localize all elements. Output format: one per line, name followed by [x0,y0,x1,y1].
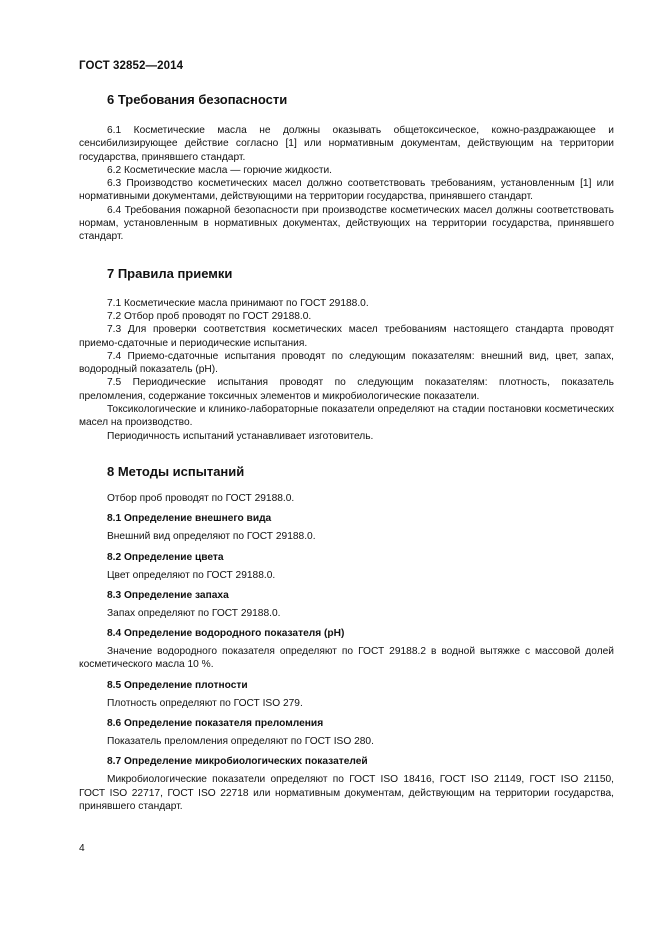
para-8-3: Запах определяют по ГОСТ 29188.0. [107,607,281,619]
subsection-8-6-heading: 8.6 Определение показателя преломления [107,718,324,730]
para-7-2: 7.2 Отбор проб проводят по ГОСТ 29188.0. [107,310,312,322]
para-7-periodicity: Периодичность испытаний устанавливает изготовитель. [107,430,374,442]
para-6-1: 6.1 Косметические масла не должны оказывать общетоксическое, кожно-раздражающее и сенсибилизирующее действие согласно [1] или нормативным документам, действующим на территории государства, принявшего стандарт. [79,125,614,163]
para-7-toxicology: Токсикологические и клинико-лабораторные показатели определяют на стадии постановки косметических масел на производство. [79,404,614,429]
subsection-8-7-heading: 8.7 Определение микробиологических показателей [107,756,368,768]
section-8-heading: 8 Методы испытаний [107,463,245,479]
para-7-1: 7.1 Косметические масла принимают по ГОСТ 29188.0. [107,297,369,309]
subsection-8-4-heading: 8.4 Определение водородного показателя (рН) [107,628,345,640]
section-6-heading: 6 Требования безопасности [107,92,288,107]
para-6-4: 6.4 Требования пожарной безопасности при производстве косметических масел должны соответствовать нормам, установленным в нормативных документах, действующих на территории государства, принявшего стандарт. [79,204,614,243]
para-6-2: 6.2 Косметические масла — горючие жидкости. [107,164,333,176]
subsection-8-2-heading: 8.2 Определение цвета [107,551,224,563]
para-8-2: Цвет определяют по ГОСТ 29188.0. [107,569,276,581]
subsection-8-5-heading: 8.5 Определение плотности [107,679,248,691]
section-7-heading: 7 Правила приемки [107,265,233,281]
para-7-3: 7.3 Для проверки соответствия косметических масел требованиям настоящего стандарта проводят приемо-сдаточные и периодические испытания. [79,324,614,349]
subsection-8-3-heading: 8.3 Определение запаха [107,589,229,601]
para-7-4: 7.4 Приемо-сдаточные испытания проводят по следующим показателям: внешний вид, цвет, запах, водородный показатель (рН). [79,350,614,376]
para-8-7: Микробиологические показатели определяют по ГОСТ ISO 18416, ГОСТ ISO 21149, ГОСТ ISO 21150, ГОСТ ISO 22717, ГОСТ ISO 22718 или нормативным документам, действующим на территории государства, принявшего стандарт. [79,774,614,812]
para-8-6: Показатель преломления определяют по ГОСТ ISO 280. [107,736,374,748]
document-code-header: ГОСТ 32852—2014 [79,60,184,72]
para-8-1: Внешний вид определяют по ГОСТ 29188.0. [107,531,316,543]
para-6-3: 6.3 Производство косметических масел должно соответствовать требованиям, установленным [1] или нормативными документами, действующими на территории государства, принявшего стандарт. [79,178,614,203]
para-8-5: Плотность определяют по ГОСТ ISO 279. [107,697,303,709]
subsection-8-1-heading: 8.1 Определение внешнего вида [107,513,272,525]
page-number: 4 [79,843,85,854]
para-7-5: 7.5 Периодические испытания проводят по следующим показателям: плотность, показатель преломления, содержание токсичных элементов и микробиологические показатели. [79,377,614,402]
para-8-intro: Отбор проб проводят по ГОСТ 29188.0. [107,492,295,504]
page-content [79,92,614,813]
para-8-4: Значение водородного показателя определяют по ГОСТ 29188.2 в водной вытяжке с массовой долей косметического масла 10 %. [79,646,614,671]
